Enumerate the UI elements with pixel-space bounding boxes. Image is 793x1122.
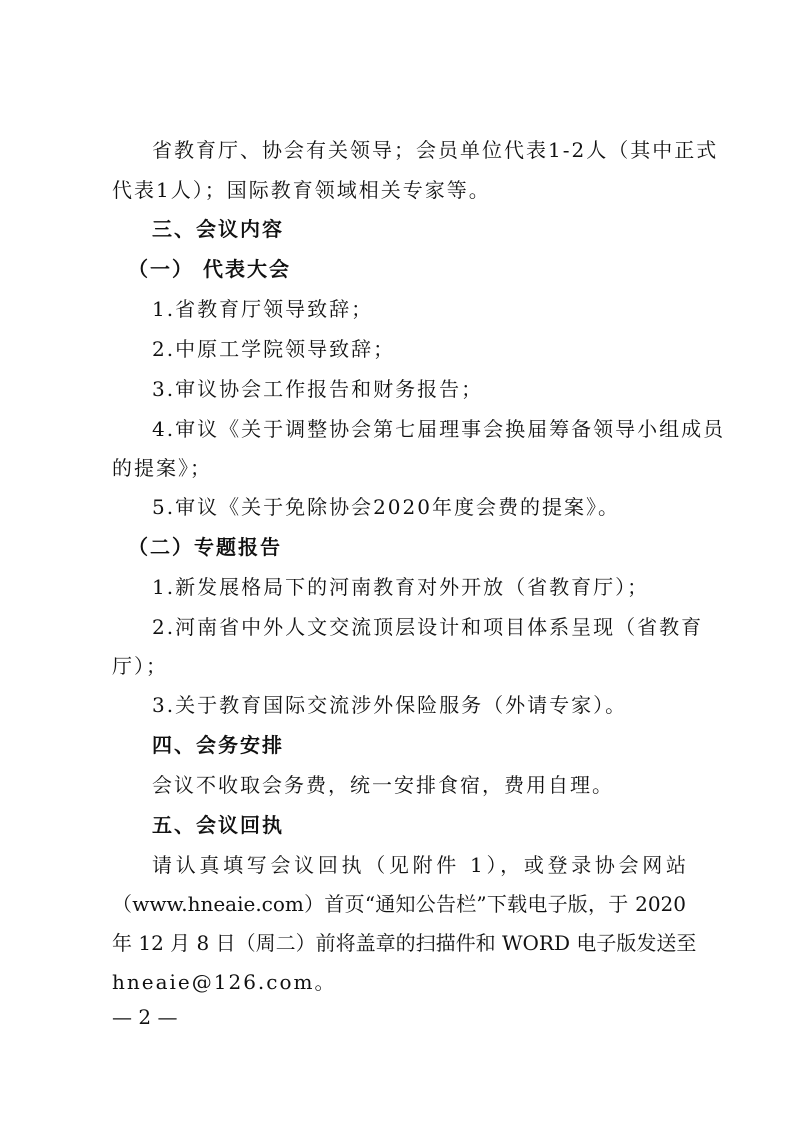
list-item: 4.审议《关于调整协会第七届理事会换届筹备领导小组成员 [152, 417, 726, 441]
email-address: hneaie@126.com。 [112, 970, 337, 994]
paragraph-line: 省教育厅、协会有关领导；会员单位代表1-2人（其中正式 [152, 138, 719, 162]
section-heading: 四、会务安排 [152, 733, 284, 757]
list-item: 2.河南省中外人文交流顶层设计和项目体系呈现（省教育 [152, 615, 704, 639]
list-item: 2.中原工学院领导致辞； [152, 337, 396, 361]
subsection-heading: （一） 代表大会 [128, 257, 291, 281]
list-item: 1.省教育厅领导致辞； [152, 297, 374, 321]
paragraph-line: （www.hneaie.com）首页“通知公告栏”下载电子版，于 2020 [112, 892, 686, 916]
list-item-continuation: 厅）； [112, 654, 168, 678]
list-item: 3.审议协会工作报告和财务报告； [152, 377, 484, 401]
paragraph-line: 代表1人）；国际教育领域相关专家等。 [112, 178, 491, 202]
section-heading: 五、会议回执 [152, 813, 284, 837]
list-item: 5.审议《关于免除协会2020年度会费的提案》。 [152, 495, 620, 519]
list-item-continuation: 的提案》； [112, 456, 212, 480]
paragraph-line: 年 12 月 8 日（周二）前将盖章的扫描件和 WORD 电子版发送至 [112, 931, 697, 955]
paragraph-line: 会议不收取会务费，统一安排食宿，费用自理。 [152, 773, 614, 797]
page-number: — 2 — [112, 1005, 178, 1029]
paragraph-line: 请认真填写会议回执（见附件 1），或登录协会网站 [152, 853, 686, 877]
section-heading: 三、会议内容 [152, 217, 284, 241]
list-item: 3.关于教育国际交流涉外保险服务（外请专家）。 [152, 693, 628, 717]
subsection-heading: （二）专题报告 [128, 535, 282, 559]
list-item: 1.新发展格局下的河南教育对外开放（省教育厅）； [152, 575, 650, 599]
